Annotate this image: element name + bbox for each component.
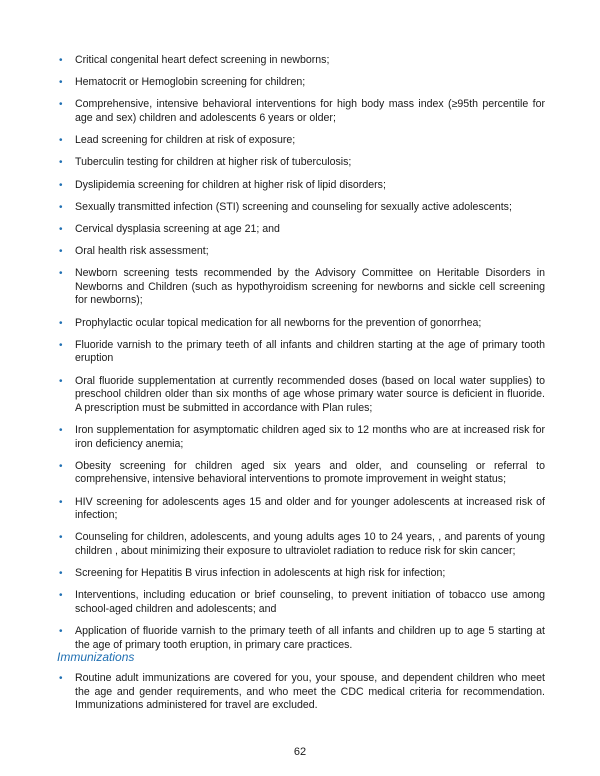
bullet-icon: • — [59, 317, 63, 329]
list-item-text: Dyslipidemia screening for children at higher risk of lipid disorders; — [75, 178, 386, 191]
list-item — [57, 424, 545, 451]
list-item — [57, 589, 545, 616]
list-item — [57, 375, 545, 416]
list-item — [57, 672, 545, 713]
list-item-text: Routine adult immunizations are covered for you, your spouse, and dependent children who meet the age and gender requirements, and who meet the CDC medical criteria for recommendation. Immunizations administered for travel are excluded. — [75, 672, 545, 712]
bullet-icon: • — [59, 179, 63, 191]
section-heading-immunizations: Immunizations — [57, 650, 135, 664]
list-item — [57, 201, 545, 215]
bullet-icon: • — [59, 460, 63, 472]
bullet-icon: • — [59, 626, 63, 638]
list-item-text: Comprehensive, intensive behavioral interventions for high body mass index (≥95th percentile for age and sex) children and adolescents 6 years or older; — [75, 98, 545, 124]
bullet-icon: • — [59, 532, 63, 544]
bullet-icon: • — [59, 55, 63, 66]
list-item-text: Obesity screening for children aged six years and older, and counseling or referral to comprehensive, intensive behavioral interventions to promote improvement in weight status; — [75, 459, 545, 486]
bullet-icon: • — [59, 375, 63, 387]
list-item — [57, 134, 545, 148]
list-item — [57, 317, 545, 331]
list-item — [57, 460, 545, 487]
list-item — [57, 179, 545, 193]
list-item-text: Prophylactic ocular topical medication for all newborns for the prevention of gonorrhea; — [75, 316, 482, 329]
list-item-text: Tuberculin testing for children at higher risk of tuberculosis; — [75, 156, 352, 169]
list-item — [57, 496, 545, 523]
list-item — [57, 625, 545, 652]
bullet-icon: • — [59, 157, 63, 169]
list-item-text: Screening for Hepatitis B virus infection in adolescents at high risk for infection; — [75, 567, 446, 580]
list-item — [57, 531, 545, 558]
bullet-icon: • — [59, 223, 63, 235]
bullet-icon: • — [59, 99, 63, 111]
bullet-icon: • — [59, 268, 63, 280]
list-item — [57, 98, 545, 125]
list-item-text: Oral health risk assessment; — [75, 245, 209, 258]
list-item — [57, 267, 545, 308]
bullet-icon: • — [59, 135, 63, 147]
list-item-text: Sexually transmitted infection (STI) screening and counseling for sexually active adolescents; — [75, 200, 512, 213]
list-item — [57, 156, 545, 170]
list-item-text: HIV screening for adolescents ages 15 and older and for younger adolescents at increased risk of infection; — [75, 495, 545, 522]
list-item-text: Iron supplementation for asymptomatic children aged six to 12 months who are at increased risk for iron deficiency anemia; — [75, 424, 545, 450]
list-item — [57, 245, 545, 259]
list-item — [57, 339, 545, 366]
list-item-text: Counseling for children, adolescents, and young adults ages 10 to 24 years, , and parents of young children , about minimizing their exposure to ultraviolet radiation to reduce risk for skin cancer; — [75, 531, 545, 557]
bullet-icon: • — [59, 590, 63, 602]
bullet-icon: • — [59, 339, 63, 351]
list-item-text: Fluoride varnish to the primary teeth of all infants and children starting at the age of primary tooth eruption — [75, 338, 545, 365]
bullet-icon: • — [59, 568, 63, 580]
preventive-care-list — [57, 54, 545, 661]
page-number: 62 — [293, 746, 307, 758]
bullet-icon: • — [59, 425, 63, 436]
list-item — [57, 567, 545, 581]
list-item-text: Lead screening for children at risk of exposure; — [75, 134, 296, 147]
list-item — [57, 76, 545, 90]
bullet-icon: • — [59, 246, 63, 258]
immunizations-list — [57, 672, 545, 721]
list-item-text: Cervical dysplasia screening at age 21; and — [75, 222, 280, 235]
list-item — [57, 54, 545, 68]
list-item-text: Critical congenital heart defect screening in newborns; — [75, 54, 330, 66]
list-item — [57, 223, 545, 237]
list-item-text: Application of fluoride varnish to the primary teeth of all infants and children up to age 5 starting at the age of primary tooth eruption, in primary care practices. — [75, 625, 545, 651]
bullet-icon: • — [59, 201, 63, 213]
bullet-icon: • — [59, 77, 63, 89]
bullet-icon: • — [59, 673, 63, 684]
list-item-text: Newborn screening tests recommended by the Advisory Committee on Heritable Disorders in Newborns and Children (such as hypothyroidism screening for newborns and sickle cell screening for newborns); — [75, 267, 545, 307]
bullet-icon: • — [59, 496, 63, 508]
list-item-text: Oral fluoride supplementation at currently recommended doses (based on local water supplies) to preschool children older than six months of age whose primary water source is deficient in fluoride. A prescription must be submitted in accordance with Plan rules; — [75, 374, 545, 414]
list-item-text: Hematocrit or Hemoglobin screening for children; — [75, 76, 306, 89]
list-item-text: Interventions, including education or brief counseling, to prevent initiation of tobacco use among school-aged children and adolescents; and — [75, 589, 545, 615]
